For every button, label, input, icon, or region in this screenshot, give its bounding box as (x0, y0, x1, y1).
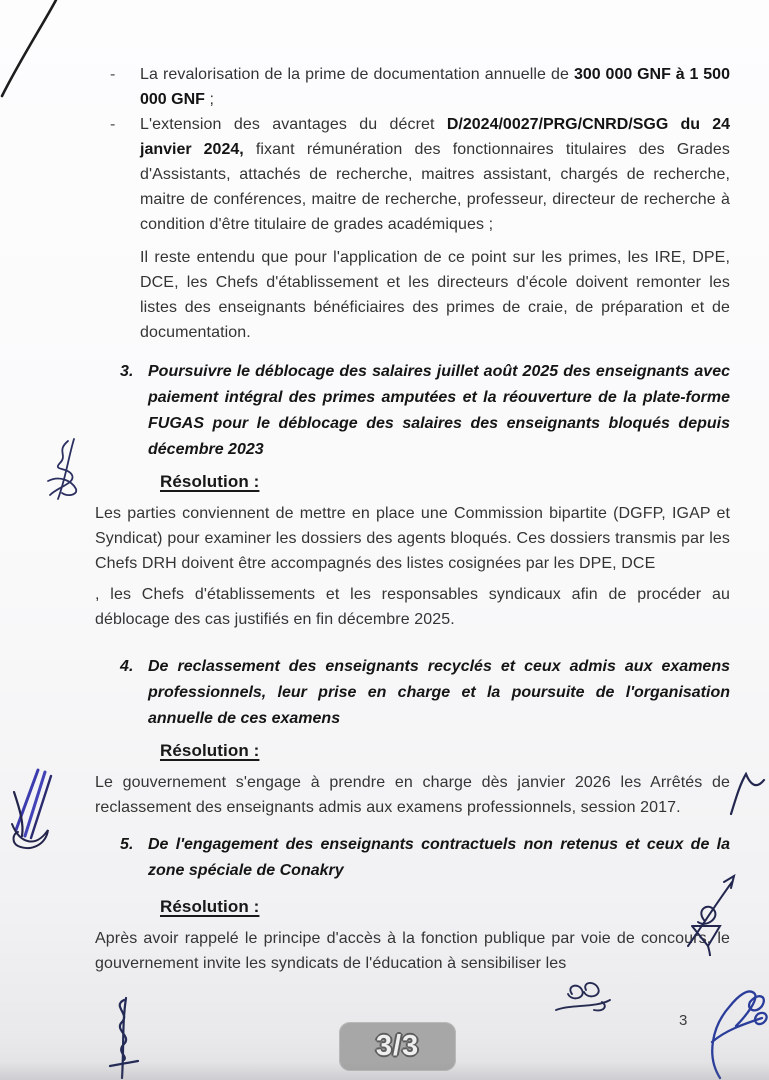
item-5-number: 5. (120, 836, 134, 853)
resolution-heading-3: Résolution : (160, 472, 260, 491)
item-4-text: De reclassement des enseignants recyclés et ceux admis aux examens professionnels, leur prise en charge et la poursuite de l'organisation annuelle de ces examens (148, 658, 730, 727)
bullet1-text-end: ; (204, 91, 215, 108)
bullet-item-prime-documentation (110, 62, 730, 112)
resolution-4-paragraph: Le gouvernement s'engage à prendre en charge dès janvier 2026 les Arrêtés de reclassement des enseignants admis aux examens professionnels, session 2017. (95, 774, 730, 816)
resolution-heading-4: Résolution : (160, 741, 260, 760)
item-3-number: 3. (120, 363, 134, 380)
bottom-shadow (0, 1062, 769, 1080)
resolution-3-paragraph-2: , les Chefs d'établissements et les responsables syndicaux afin de procéder au déblocage des cas justifiés en fin décembre 2025. (95, 586, 730, 628)
numbered-item-4 (120, 654, 730, 732)
bullet2-text-bold: D/2024/0027/PRG/CNRD/SGG du 24 janvier 2024, (140, 116, 731, 158)
bullet1-text-bold: 300 000 GNF à 1 500 000 GNF (140, 66, 730, 108)
resolution-5-paragraph: Après avoir rappelé le principe d'accès à la fonction publique par voie de concours, le gouvernement invite les syndicats de l'éducation à sensibiliser les (95, 930, 730, 972)
item-5-text: De l'engagement des enseignants contractuels non retenus et ceux de la zone spéciale de Conakry (148, 836, 730, 879)
handwritten-scribble-center-bottom (552, 980, 618, 1026)
bullet-dash: - (110, 116, 116, 133)
bullet2-text-normal: L'extension des avantages du décret (140, 116, 447, 133)
bullet-text (140, 62, 730, 112)
numbered-item-5 (120, 832, 730, 884)
page-number: 3 (679, 1012, 688, 1029)
bullet-item-extension-decret (110, 112, 730, 237)
item-3-text: Poursuivre le déblocage des salaires juillet août 2025 des enseignants avec paiement intégral des primes amputées et la réouverture de la plate-forme FUGAS pour le déblocage des salaires des enseignants bloqués depuis décembre 2023 (148, 363, 730, 458)
numbered-item-3 (120, 359, 730, 463)
bullet-dash: - (110, 66, 116, 83)
bullet1-text-normal: La revalorisation de la prime de documentation annuelle de (140, 66, 574, 83)
page-indicator-text: 3/3 (375, 1030, 420, 1062)
bullet2-text-end: fixant rémunération des fonctionnaires titulaires des Grades d'Assistants, attachés de recherche, maitres assistant, chargés de recherche, maitre de conférences, maitre de recherche, professeur, directeur de recherche à condition d'être titulaire de grades académiques ; (140, 141, 730, 233)
bullet-text (140, 112, 730, 237)
resolution-3-paragraph-1: Les parties conviennent de mettre en place une Commission bipartite (DGFP, IGAP et Syndicat) pour examiner les dossiers des agents bloqués. Ces dossiers transmis par les Chefs DRH doivent être accompagnés des listes cosignées par les DPE, DCE (95, 505, 730, 572)
note-paragraph: Il reste entendu que pour l'application de ce point sur les primes, les IRE, DPE, DCE, les Chefs d'établissement et les directeurs d'école doivent remonter les listes des enseignants bénéficiaires des primes de craie, de préparation et de documentation. (140, 249, 730, 341)
resolution-heading-5: Résolution : (160, 897, 260, 916)
item-4-number: 4. (120, 658, 134, 675)
